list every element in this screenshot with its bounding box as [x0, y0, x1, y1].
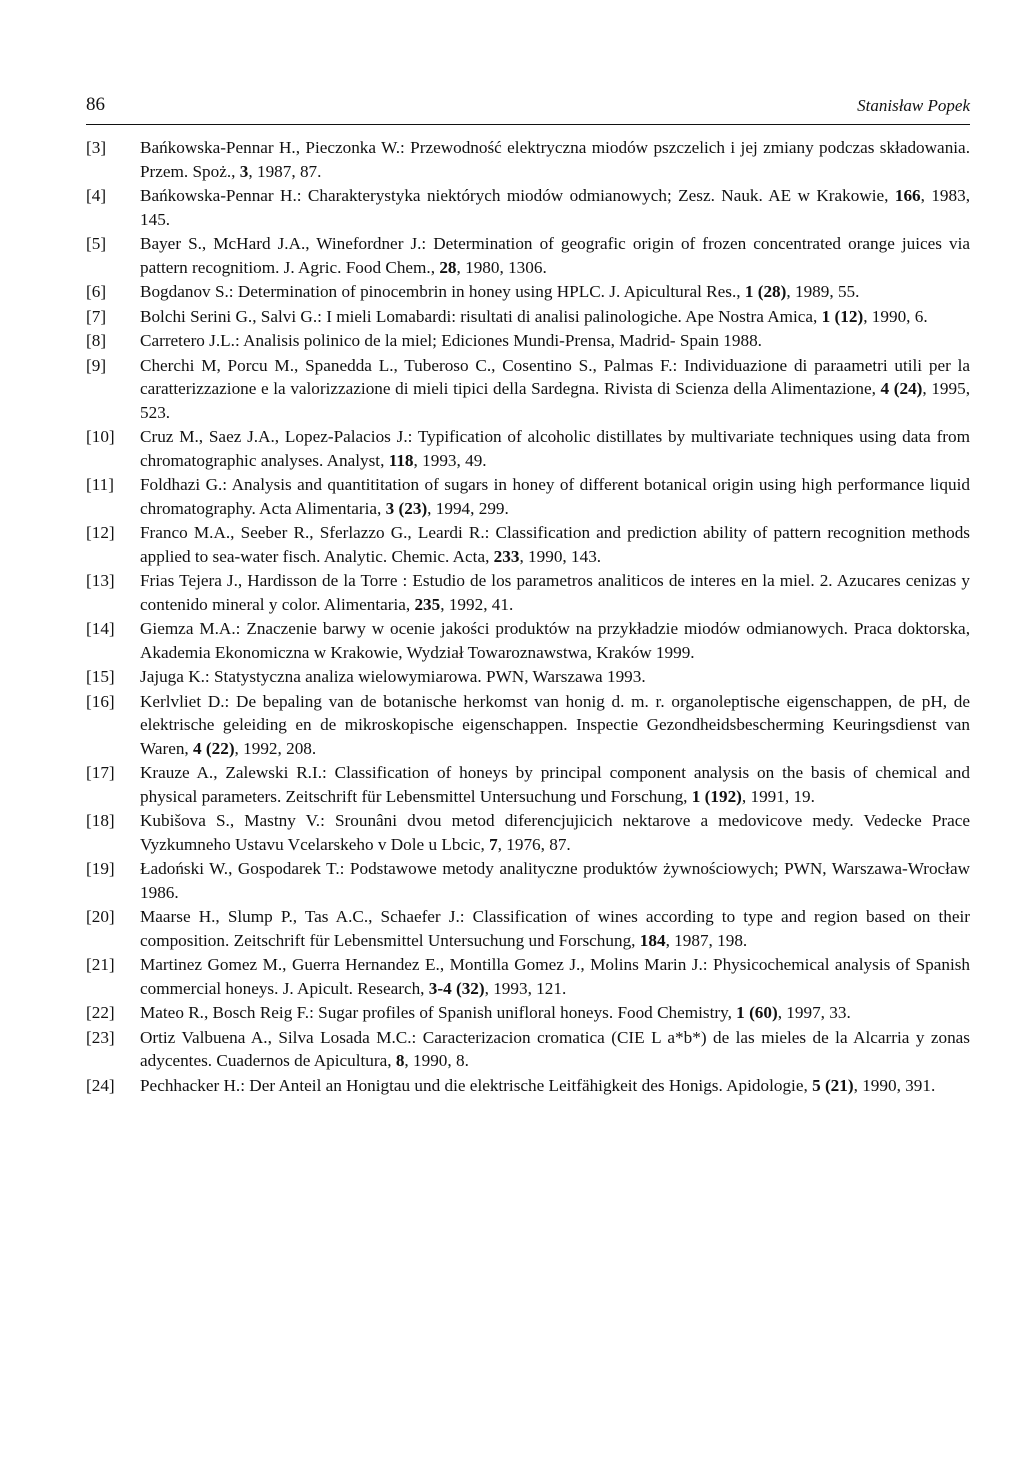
running-author: Stanisław Popek [857, 96, 970, 115]
reference-number: [21] [86, 955, 115, 974]
reference-item [86, 232, 970, 279]
page-number: 86 [86, 94, 105, 115]
volume-number: 5 (21) [812, 1075, 854, 1095]
reference-segment: Bogdanov S.: Determination of pinocembrin in honey using HPLC. J. Apicultural Res., [140, 282, 745, 301]
reference-segment: Bańkowska-Pennar H., Pieczonka W.: Przewodność elektryczna miodów pszczelich i jej zmiany podczas składowania. Przem. Spoż., [140, 138, 970, 181]
reference-text [140, 234, 970, 277]
reference-item [86, 665, 970, 689]
reference-item [86, 617, 970, 664]
reference-segment: , 1994, 299. [427, 498, 509, 518]
reference-segment: Mateo R., Bosch Reig F.: Sugar profiles of Spanish unifloral honeys. Food Chemistry, [140, 1003, 737, 1022]
reference-segment: Bańkowska-Pennar H.: Charakterystyka niektórych miodów odmianowych; Zesz. Nauk. AE w Krakowie, [140, 186, 895, 205]
reference-number: [24] [86, 1075, 115, 1095]
reference-item [86, 1074, 970, 1098]
volume-number: 1 (60) [736, 1003, 778, 1022]
reference-segment: , 1976, 87. [497, 834, 571, 854]
reference-text [140, 692, 970, 758]
reference-segment: , 1992, 208. [234, 738, 317, 758]
reference-segment: Ładoński W., Gospodarek T.: Podstawowe metody analityczne produktów żywnościowych; PWN, Warszawa-Wrocław 1986. [140, 859, 970, 902]
reference-segment: , 1980, 1306. [456, 257, 547, 277]
reference-number: [22] [86, 1003, 115, 1022]
reference-text [140, 763, 970, 806]
reference-item [86, 521, 970, 568]
reference-number: [13] [86, 571, 115, 590]
reference-segment: Maarse H., Slump P., Tas A.C., Schaefer J.: Classification of wines according to type and region based on their composition. Zeitschrift für Lebensmittel Untersuchung und Forschung, [140, 907, 970, 950]
volume-number: 1 (12) [821, 306, 864, 326]
reference-segment: , 1990, 8. [404, 1051, 469, 1070]
reference-segment: , 1983, 145. [140, 186, 971, 229]
reference-item [86, 136, 970, 183]
reference-item [86, 280, 970, 304]
reference-text [140, 186, 970, 229]
reference-text [140, 811, 970, 854]
reference-item [86, 1001, 970, 1025]
reference-item [86, 809, 970, 856]
reference-item [86, 857, 970, 904]
reference-number: [23] [86, 1027, 115, 1047]
reference-number: [11] [86, 475, 114, 494]
reference-segment: Bolchi Serini G., Salvi G.: I mieli Lomabardi: risultati di analisi palinologiche. Ape Nostra Amica, [140, 306, 822, 326]
volume-number: 8 [395, 1051, 405, 1070]
reference-item [86, 305, 970, 329]
volume-number: 7 [489, 834, 498, 854]
reference-item [86, 425, 970, 472]
reference-item [86, 354, 970, 425]
reference-item [86, 1026, 970, 1073]
reference-number: [5] [86, 234, 107, 253]
reference-segment: Frias Tejera J., Hardisson de la Torre : Estudio de los parametros analiticos de interes en la miel. 2. Azucares cenizas y contenido mineral y color. Alimentaria, [140, 571, 970, 614]
reference-list [86, 136, 970, 1098]
reference-text [140, 907, 970, 950]
reference-segment: Giemza M.A.: Znaczenie barwy w ocenie jakości produktów na przykładzie miodów odmianowych. Praca doktorska, Akademia Ekonomiczna w Krakowie, Wydział Towaroznawstwa, Kraków 1999. [140, 619, 970, 662]
reference-segment: Bayer S., McHard J.A., Winefordner J.: Determination of geografic origin of frozen concentrated orange juices via pattern recognitiom. J. Agric. Food Chem., [140, 234, 970, 277]
reference-segment: Pechhacker H.: Der Anteil an Honigtau und die elektrische Leitfähigkeit des Honigs. Apidologie, [140, 1075, 813, 1095]
reference-number: [3] [86, 138, 107, 157]
reference-segment: Jajuga K.: Statystyczna analiza wielowymiarowa. PWN, Warszawa 1993. [140, 667, 646, 686]
volume-number: 1 (192) [691, 786, 742, 806]
reference-number: [7] [86, 306, 107, 326]
volume-number: 28 [439, 257, 457, 277]
reference-segment: Foldhazi G.: Analysis and quantititation of sugars in honey of different botanical origin using high performance liquid chromatography. Acta Alimentaria, [140, 475, 970, 518]
reference-segment: , 1990, 143. [519, 546, 602, 566]
reference-segment: , 1991, 19. [741, 786, 815, 806]
reference-text [140, 1003, 851, 1022]
volume-number: 166 [894, 186, 921, 205]
reference-number: [14] [86, 619, 115, 638]
page-header [86, 92, 970, 125]
reference-segment: , 1987, 87. [248, 161, 322, 181]
volume-number: 235 [414, 594, 441, 614]
reference-number: [18] [86, 811, 115, 830]
volume-number: 233 [493, 546, 520, 566]
reference-text [140, 1076, 935, 1095]
reference-segment: Ortiz Valbuena A., Silva Losada M.C.: Caracterizacion cromatica (CIE L a*b*) de las mieles de la Alcarria y zonas adycentes. Cuadernos de Apicultura, [140, 1027, 970, 1070]
reference-segment: Kubišova S., Mastny V.: Srounâni dvou metod diferencjujicich nektarove a medovicove medy. Vedecke Prace Vyzkumneho Ustavu Vcelarskeho v Dole u Lbcic, [140, 811, 970, 854]
reference-item [86, 690, 970, 761]
reference-text [140, 475, 970, 518]
reference-item [86, 953, 970, 1000]
reference-segment: , 1989, 55. [786, 282, 860, 301]
reference-item [86, 905, 970, 952]
reference-text [140, 619, 970, 662]
reference-segment: , 1993, 49. [413, 450, 487, 470]
reference-number: [19] [86, 859, 115, 878]
reference-number: [16] [86, 691, 115, 711]
reference-text [140, 955, 970, 998]
reference-segment: Cruz M., Saez J.A., Lopez-Palacios J.: Typification of alcoholic distillates by multivariate techniques using data from chromatographic analyses. Analyst, [140, 427, 970, 470]
volume-number: 184 [639, 930, 666, 950]
reference-item [86, 473, 970, 520]
reference-text [140, 427, 970, 470]
reference-segment: Kerlvliet D.: De bepaling van de botanische herkomst van honig d. m. r. organoleptische eigenschappen, de pH, de elektrische geleiding en de mikroskopische eigenschappen. Inspectie Gezondheidsbescherming Keuringsdienst van Waren, [140, 691, 970, 758]
reference-text [140, 307, 928, 326]
reference-number: [17] [86, 763, 115, 782]
volume-number: 3 (23) [385, 498, 428, 518]
reference-segment: Franco M.A., Seeber R., Sferlazzo G., Leardi R.: Classification and prediction ability of pattern recognition methods applied to sea-water fisch. Analytic. Chemic. Acta, [140, 523, 970, 566]
reference-text [140, 331, 762, 350]
reference-text [140, 859, 970, 902]
reference-number: [20] [86, 907, 115, 926]
volume-number: 4 (22) [193, 738, 235, 758]
reference-text [140, 138, 970, 181]
reference-number: [6] [86, 282, 107, 301]
reference-segment: Cherchi M, Porcu M., Spanedda L., Tuberoso C., Cosentino S., Palmas F.: Individuazione di paraametri utili per la caratterizzazione e la valorizzazione di mieli tipici della Sardegna. Rivista di Scienza della Alimentazione, [140, 355, 970, 398]
reference-number: [4] [86, 186, 107, 205]
reference-number: [12] [86, 523, 115, 542]
reference-segment: , 1990, 391. [853, 1075, 936, 1095]
reference-item [86, 761, 970, 808]
reference-item [86, 569, 970, 616]
reference-text [140, 571, 970, 614]
reference-segment: Krauze A., Zalewski R.I.: Classification of honeys by principal component analysis on the basis of chemical and physical parameters. Zeitschrift für Lebensmittel Untersuchung und Forschung, [140, 763, 970, 806]
reference-item [86, 329, 970, 353]
reference-segment: , 1997, 33. [777, 1003, 851, 1022]
reference-text [140, 1028, 970, 1071]
reference-text [140, 356, 970, 422]
reference-text [140, 667, 646, 686]
reference-number: [10] [86, 427, 115, 446]
reference-number: [15] [86, 667, 115, 686]
reference-segment: , 1990, 6. [863, 306, 928, 326]
reference-number: [9] [86, 355, 107, 375]
reference-segment: Carretero J.L.: Analisis polinico de la miel; Ediciones Mundi-Prensa, Madrid- Spain 1988. [140, 331, 762, 350]
reference-item [86, 184, 970, 231]
reference-text [140, 282, 859, 301]
volume-number: 1 (28) [744, 282, 787, 301]
reference-segment: , 1995, 523. [140, 379, 970, 422]
volume-number: 3-4 (32) [428, 978, 485, 998]
reference-number: [8] [86, 331, 107, 350]
reference-segment: , 1993, 121. [484, 978, 567, 998]
reference-segment: , 1992, 41. [440, 594, 514, 614]
reference-segment: , 1987, 198. [665, 930, 748, 950]
volume-number: 3 [239, 161, 249, 181]
reference-text [140, 523, 970, 566]
volume-number: 4 (24) [880, 379, 923, 398]
reference-segment: Martinez Gomez M., Guerra Hernandez E., Montilla Gomez J., Molins Marin J.: Physicochemical analysis of Spanish commercial honeys. J. Apicult. Research, [140, 955, 970, 998]
volume-number: 118 [388, 450, 414, 470]
